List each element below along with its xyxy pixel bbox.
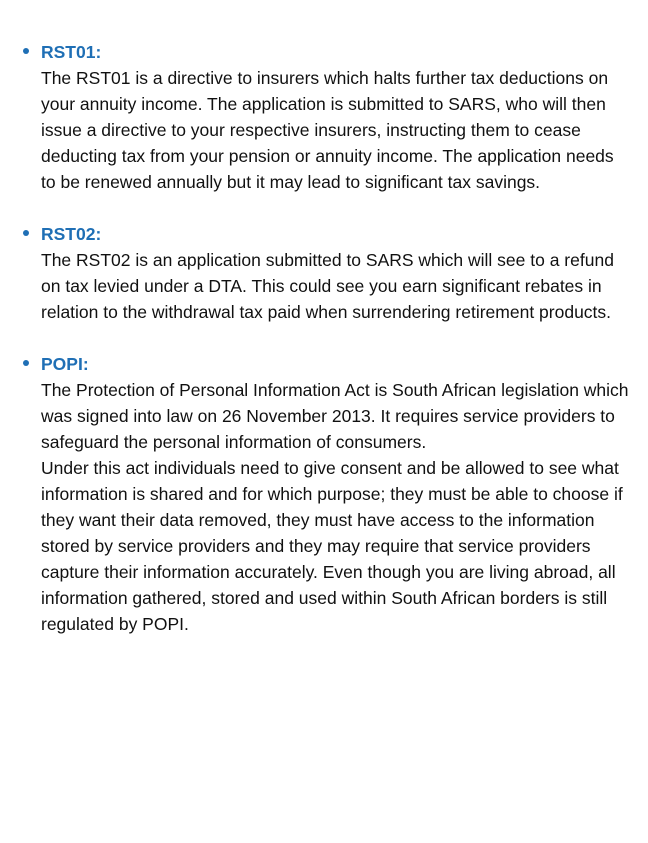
list-item-rst01 [0,39,648,195]
entry-paragraph: The Protection of Personal Information Act is South African legislation which was signed into law on 26 November 2013. It requires service providers to safeguard the personal information of consumers. [41,380,629,452]
entry-heading: RST01: [41,42,102,62]
entry-paragraph: Under this act individuals need to give consent and be allowed to see what information is shared and for which purpose; they must be able to choose if they want their data removed, they must have access to the information stored by service providers and they may require that service providers capture their information accurately. Even though you are living abroad, all information gathered, stored and used within South African borders is still regulated by POPI. [41,458,623,634]
entry-paragraph: The RST01 is a directive to insurers which halts further tax deductions on your annuity income. The application is submitted to SARS, who will then issue a directive to your respective insurers, instructing them to cease deducting tax from your pension or annuity income. The application needs to be renewed annually but it may lead to significant tax savings. [41,68,614,192]
entry-heading: RST02: [41,224,102,244]
document-body [0,39,648,663]
entry-heading: POPI: [41,354,89,374]
bullet-icon [23,230,29,236]
bullet-icon [23,360,29,366]
bullet-icon [23,48,29,54]
list-item-popi [0,351,648,637]
entry-paragraph: The RST02 is an application submitted to SARS which will see to a refund on tax levied under a DTA. This could see you earn significant rebates in relation to the withdrawal tax paid when surrendering retirement products. [41,250,614,322]
list-item-rst02 [0,221,648,325]
